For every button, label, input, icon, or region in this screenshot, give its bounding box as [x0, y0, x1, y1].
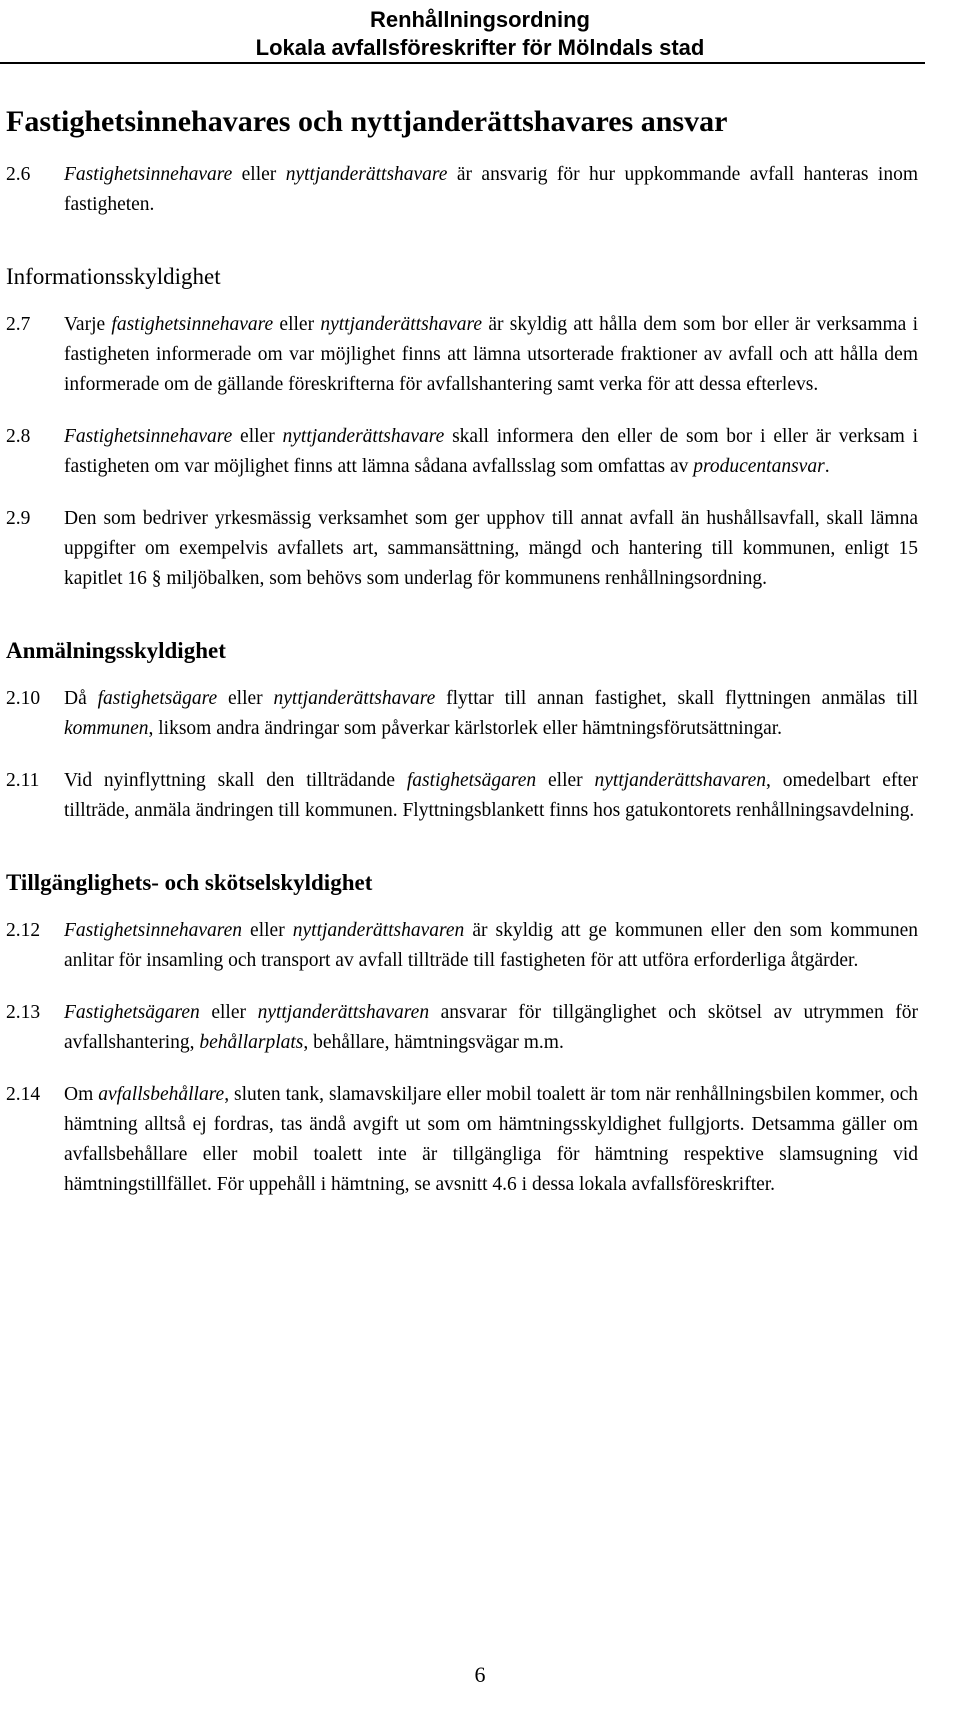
paragraph-number: 2.14	[6, 1084, 41, 1105]
text: eller	[217, 688, 274, 709]
term: fastighetsägaren	[406, 770, 537, 791]
paragraph-2-7	[6, 310, 918, 400]
term: nyttjanderättshavare	[285, 164, 448, 185]
paragraph-2-11	[6, 766, 918, 826]
section-title: Fastighetsinnehavares och nyttjanderättshavares ansvar	[6, 105, 728, 138]
page-number: 6	[474, 1662, 486, 1687]
text: , liksom andra ändringar som påverkar kärlstorlek eller hämtningsförutsättningar.	[148, 718, 783, 739]
subheading-anmalningsskyldighet: Anmälningsskyldighet	[6, 638, 226, 663]
text: Vid nyinflyttning skall den tillträdande	[64, 770, 407, 791]
text: Den som bedriver yrkesmässig verksamhet som ger upphov till annat avfall än hushållsavfall, skall lämna uppgifter om exempelvis avfallets art, sammansättning, mängd och hantering till kommunen, enligt 15 kapitlet 16 § miljöbalken, som behövs som underlag för kommunens renhållningsordning.	[64, 508, 918, 589]
text: eller	[242, 920, 293, 941]
header-title: Renhållningsordning	[370, 7, 590, 32]
paragraph-2-6	[6, 160, 918, 220]
text: Om	[64, 1084, 99, 1105]
paragraph-number: 2.7	[6, 314, 31, 335]
paragraph-number: 2.8	[6, 426, 31, 447]
paragraph-number: 2.12	[6, 920, 41, 941]
text: skall informera den eller de som bor i eller är verksam i fastigheten om var möjlighet finns att lämna sådana avfallsslag som omfattas av	[64, 426, 918, 477]
paragraph-2-9	[6, 504, 918, 594]
text: eller	[232, 426, 283, 447]
term: kommunen	[64, 718, 149, 739]
term: avfallsbehållare	[98, 1084, 225, 1105]
term: Fastighetsinnehavare	[64, 164, 233, 185]
text: är skyldig att ge kommunen eller den som kommunen anlitar för insamling och transport av avfall tillträde till fastigheten för att utföra erforderliga åtgärder.	[64, 920, 919, 971]
term: nyttjanderättshavaren	[594, 770, 767, 791]
term: nyttjanderättshavare	[320, 314, 483, 335]
paragraph-2-14	[6, 1080, 918, 1200]
header-subtitle: Lokala avfallsföreskrifter för Mölndals stad	[255, 35, 705, 60]
text: , sluten tank, slamavskiljare eller mobil toalett är tom när renhållningsbilen kommer, och hämtning alltså ej fordras, tas ändå avgift ut som om hämtningsskyldighet fullgjorts. Detsamma gäller om avfallsbehållare eller mobil toalett inte är tillgängliga för hämtning respektive slamsugning vid hämtningstillfället. För uppehåll i hämtning, se avsnitt 4.6 i dessa lokala avfallsföreskrifter.	[64, 1084, 918, 1195]
term: Fastighetsägaren	[64, 1002, 200, 1023]
document-body	[6, 104, 918, 1222]
paragraph-number: 2.6	[6, 164, 31, 185]
text: , behållare, hämtningsvägar m.m.	[303, 1032, 564, 1053]
term: behållarplats	[199, 1032, 304, 1053]
text: flyttar till annan fastighet, skall flyttningen anmälas till	[435, 688, 918, 709]
paragraph-2-8	[6, 422, 918, 482]
term: Fastighetsinnehavaren	[64, 920, 242, 941]
text: Då	[64, 688, 98, 709]
term: nyttjanderättshavaren	[257, 1002, 430, 1023]
text: är ansvarig för hur uppkommande avfall hanteras inom fastigheten.	[64, 164, 918, 215]
term: fastighetsägare	[97, 688, 218, 709]
subheading-informationsskyldighet: Informationsskyldighet	[6, 264, 221, 289]
term: nyttjanderättshavare	[282, 426, 445, 447]
paragraph-2-12	[6, 916, 918, 976]
subheading-tillganglighet: Tillgänglighets- och skötselskyldighet	[6, 870, 373, 895]
header-rule	[0, 62, 925, 64]
paragraph-number: 2.11	[6, 770, 40, 791]
paragraph-number: 2.10	[6, 688, 41, 709]
text: .	[824, 456, 830, 477]
paragraph-2-10	[6, 684, 918, 744]
text: eller	[536, 770, 595, 791]
term: fastighetsinnehavare	[111, 314, 274, 335]
text: , omedelbart efter tillträde, anmäla ändringen till kommunen. Flyttningsblankett finns hos gatukontorets renhållningsavdelning.	[64, 770, 918, 821]
text: är skyldig att hålla dem som bor eller är verksamma i fastigheten informerade om var möjlighet finns att lämna utsorterade fraktioner av avfall och att hålla dem informerade om de gällande föreskrifterna för avfallshantering samt verka för att dessa efterlevs.	[64, 314, 919, 395]
term: Fastighetsinnehavare	[64, 426, 233, 447]
term: producentansvar	[693, 456, 825, 477]
text: ansvarar för tillgänglighet och skötsel av utrymmen för avfallshantering,	[64, 1002, 918, 1053]
paragraph-number: 2.13	[6, 1002, 41, 1023]
term: nyttjanderättshavare	[273, 688, 436, 709]
running-header	[0, 6, 960, 62]
term: nyttjanderättshavaren	[292, 920, 465, 941]
text: eller	[232, 164, 286, 185]
paragraph-number: 2.9	[6, 508, 31, 529]
text: eller	[273, 314, 321, 335]
text: Varje	[64, 314, 112, 335]
paragraph-2-13	[6, 998, 918, 1058]
text: eller	[199, 1002, 258, 1023]
